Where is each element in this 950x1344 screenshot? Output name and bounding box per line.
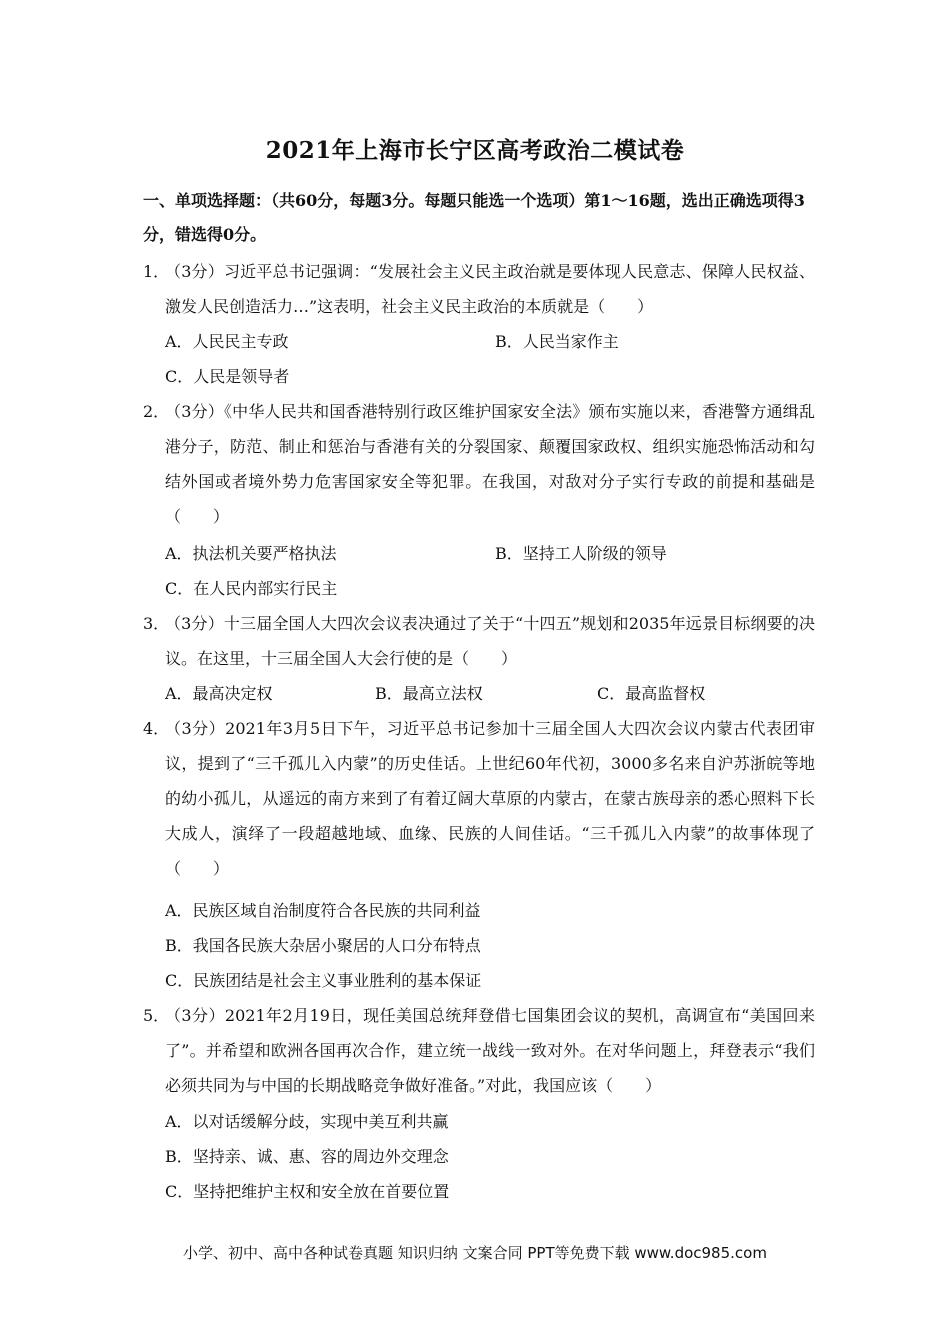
question-number: 4． — [143, 719, 170, 738]
option-c: C．最高监督权 — [597, 684, 706, 703]
option-c: C．人民是领导者 — [165, 367, 290, 386]
question-stem: （3分）《中华人民共和国香港特别行政区维护国家安全法》颁布实施以来，香港警方通缉乱港分子，防范、制止和惩治与香港有关的分裂国家、颠覆国家政权、组织实施恐怖活动和勾结外国或者境外势力危害国家安全等犯罪。在我国，对敌对分子实行专政的前提和基础是（ ） — [165, 402, 815, 526]
option-b: B．我国各民族大杂居小聚居的人口分布特点 — [165, 936, 481, 955]
option-c: C．在人民内部实行民主 — [165, 579, 338, 598]
footer-text: 小学、初中、高中各种试卷真题 知识归纳 文案合同 PPT等免费下载 www.doc985.com — [183, 1244, 767, 1262]
question-stem: （3分）十三届全国人大四次会议表决通过了关于“十四五”规划和2035年远景目标纲要的决议。在这里，十三届全国人大会行使的是（ ） — [165, 614, 815, 668]
option-b: B．坚持工人阶级的领导 — [495, 544, 667, 563]
question-1 — [143, 254, 815, 324]
exam-title: 2021年上海市长宁区高考政治二模试卷 — [265, 137, 685, 164]
option-a: A．执法机关要严格执法 — [165, 544, 337, 563]
option-b: B．最高立法权 — [375, 684, 483, 703]
question-number: 5． — [143, 1006, 170, 1025]
option-a: A．以对话缓解分歧，实现中美互利共赢 — [165, 1112, 449, 1131]
option-a: A．人民民主专政 — [165, 332, 289, 351]
option-c: C．坚持把维护主权和安全放在首要位置 — [165, 1182, 450, 1201]
option-b: B．坚持亲、诚、惠、容的周边外交理念 — [165, 1147, 449, 1166]
option-c: C．民族团结是社会主义事业胜利的基本保证 — [165, 971, 482, 990]
question-4 — [143, 711, 815, 886]
option-a: A．最高决定权 — [165, 684, 273, 703]
option-b: B．人民当家作主 — [495, 332, 619, 351]
question-stem: （3分）习近平总书记强调：“发展社会主义民主政治就是要体现人民意志、保障人民权益、激发人民创造活力…”这表明，社会主义民主政治的本质就是（ ） — [165, 262, 815, 316]
section-heading: 一、单项选择题：（共60分，每题3分。每题只能选一个选项）第1～16题，选出正确选项得3分，错选得0分。 — [143, 191, 805, 244]
question-number: 1． — [143, 262, 170, 281]
question-stem: （3分）2021年2月19日，现任美国总统拜登借七国集团会议的契机，高调宣布“美国回来了”。并希望和欧洲各国再次合作，建立统一战线一致对外。在对华问题上，拜登表示“我们必须共同为与中国的长期战略竞争做好准备。”对此，我国应该（ ） — [165, 1006, 815, 1095]
question-3 — [143, 606, 815, 676]
question-stem: （3分）2021年3月5日下午，习近平总书记参加十三届全国人大四次会议内蒙古代表团审议，提到了“三千孤儿入内蒙”的历史佳话。上世纪60年代初，3000多名来自沪苏浙皖等地的幼小孤儿，从遥远的南方来到了有着辽阔大草原的内蒙古，在蒙古族母亲的悉心照料下长大成人，演绎了一段超越地域、血缘、民族的人间佳话。“三千孤儿入内蒙”的故事体现了（ ） — [165, 719, 815, 878]
question-number: 3． — [143, 614, 170, 633]
question-2 — [143, 394, 815, 534]
question-5 — [143, 998, 815, 1103]
question-number: 2． — [143, 402, 170, 421]
option-a: A．民族区域自治制度符合各民族的共同利益 — [165, 901, 481, 920]
